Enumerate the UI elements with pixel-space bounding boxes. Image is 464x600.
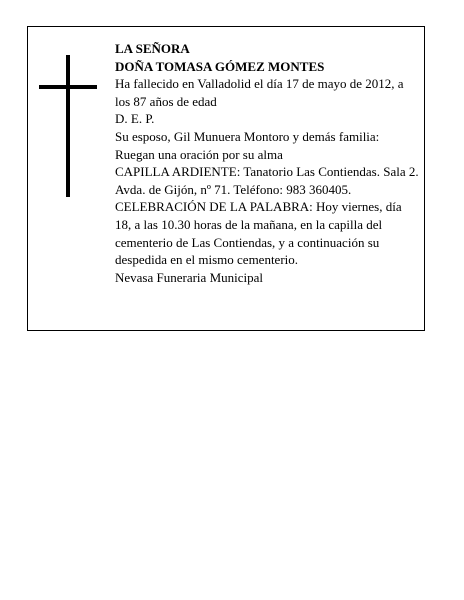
death-announcement: Ha fallecido en Valladolid el día 17 de mayo de 2012, a los 87 años de edad <box>115 76 404 109</box>
heading-title: LA SEÑORA <box>115 41 190 56</box>
obituary-text <box>115 40 420 286</box>
cross-vertical-bar <box>66 55 70 197</box>
rest-in-peace: D. E. P. <box>115 111 155 127</box>
chapel-info: CAPILLA ARDIENTE: Tanatorio Las Contiendas. Sala 2. Avda. de Gijón, nº 71. Teléfono: 983 360405. <box>115 164 419 197</box>
obituary-notice <box>27 26 425 331</box>
family-message: Su esposo, Gil Munuera Montoro y demás familia: Ruegan una oración por su alma <box>115 128 380 162</box>
funeral-home: Nevasa Funeraria Municipal <box>115 269 264 285</box>
cross-icon <box>28 27 128 227</box>
deceased-name: DOÑA TOMASA GÓMEZ MONTES <box>115 58 325 74</box>
cross-horizontal-bar <box>39 85 97 89</box>
ceremony-info: CELEBRACIÓN DE LA PALABRA: Hoy viernes, día 18, a las 10.30 horas de la mañana, en la capilla del cementerio de Las Contiendas, y a continuación su despedida en el mismo cementerio. <box>115 199 402 268</box>
